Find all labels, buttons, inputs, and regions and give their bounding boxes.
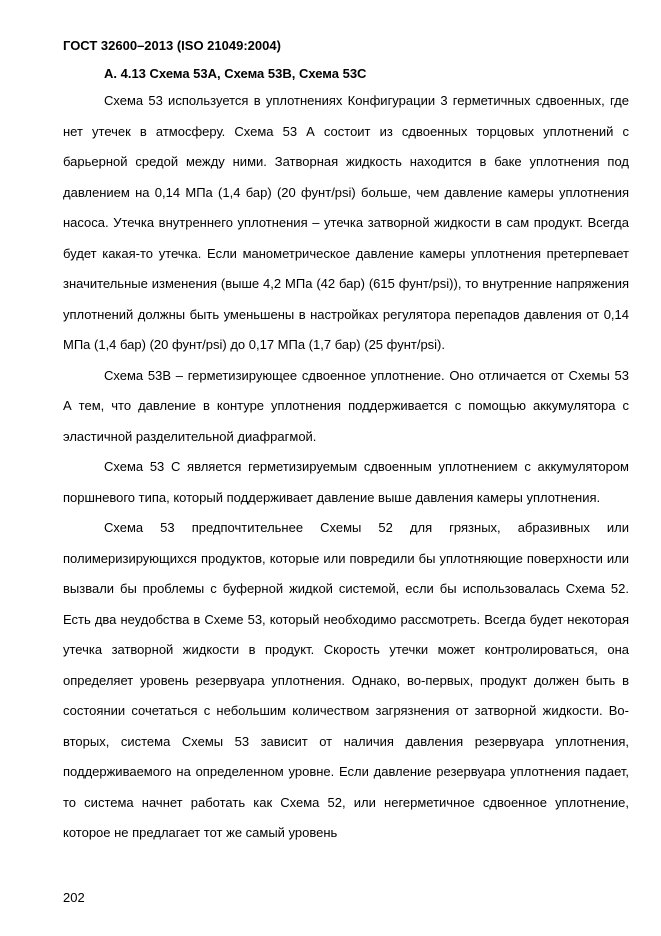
body-text bbox=[63, 86, 629, 849]
page-number: 202 bbox=[63, 890, 85, 905]
paragraph-scheme-53-comparison: Схема 53 предпочтительнее Схемы 52 для грязных, абразивных или полимеризирующихся продуктов, которые или повредили бы уплотняющие поверхности или вызвали бы проблемы с буферной жидкой системой, если бы использовалась Схема 52. Есть два неудобства в Схеме 53, который необходимо рассмотреть. Всегда будет некоторая утечка затворной жидкости в продукт. Скорость утечки может контролироваться, она определяет уровень резервуара уплотнения. Однако, во-первых, продукт должен быть в состоянии сочетаться с небольшим количеством загрязнения от затворной жидкости. Во-вторых, система Схемы 53 зависит от наличия давления резервуара уплотнения, поддерживаемого на определенном уровне. Если давление резервуара уплотнения падает, то система начнет работать как Схема 52, или негерметичное сдвоенное уплотнение, которое не предлагает тот же самый уровень bbox=[63, 520, 629, 840]
standard-designation: ГОСТ 32600–2013 (ISO 21049:2004) bbox=[63, 38, 281, 53]
paragraph-scheme-53a: Схема 53 используется в уплотнениях Конфигурации 3 герметичных сдвоенных, где нет утечек в атмосферу. Схема 53 А состоит из сдвоенных торцовых уплотнений с барьерной средой между ними. Затворная жидкость находится в баке уплотнения под давлением на 0,14 МПа (1,4 бар) (20 фунт/psi) больше, чем давление камеры уплотнения насоса. Утечка внутреннего уплотнения – утечка затворной жидкости в сам продукт. Всегда будет какая-то утечка. Если манометрическое давление камеры уплотнения претерпевает значительные изменения (выше 4,2 МПа (42 бар) (615 фунт/psi)), то внутренние напряжения уплотнений должны быть уменьшены в настройках регулятора перепадов давления от 0,14 МПа (1,4 бар) (20 фунт/psi) до 0,17 МПа (1,7 бар) (25 фунт/psi). bbox=[63, 93, 629, 352]
section-heading: А. 4.13 Схема 53А, Схема 53В, Схема 53С bbox=[104, 66, 367, 81]
paragraph-scheme-53c: Схема 53 С является герметизируемым сдвоенным уплотнением с аккумулятором поршневого типа, который поддерживает давление выше давления камеры уплотнения. bbox=[63, 459, 629, 505]
paragraph-scheme-53b: Схема 53В – герметизирующее сдвоенное уплотнение. Оно отличается от Схемы 53 А тем, что давление в контуре уплотнения поддерживается с помощью аккумулятора с эластичной разделительной диафрагмой. bbox=[63, 367, 629, 444]
